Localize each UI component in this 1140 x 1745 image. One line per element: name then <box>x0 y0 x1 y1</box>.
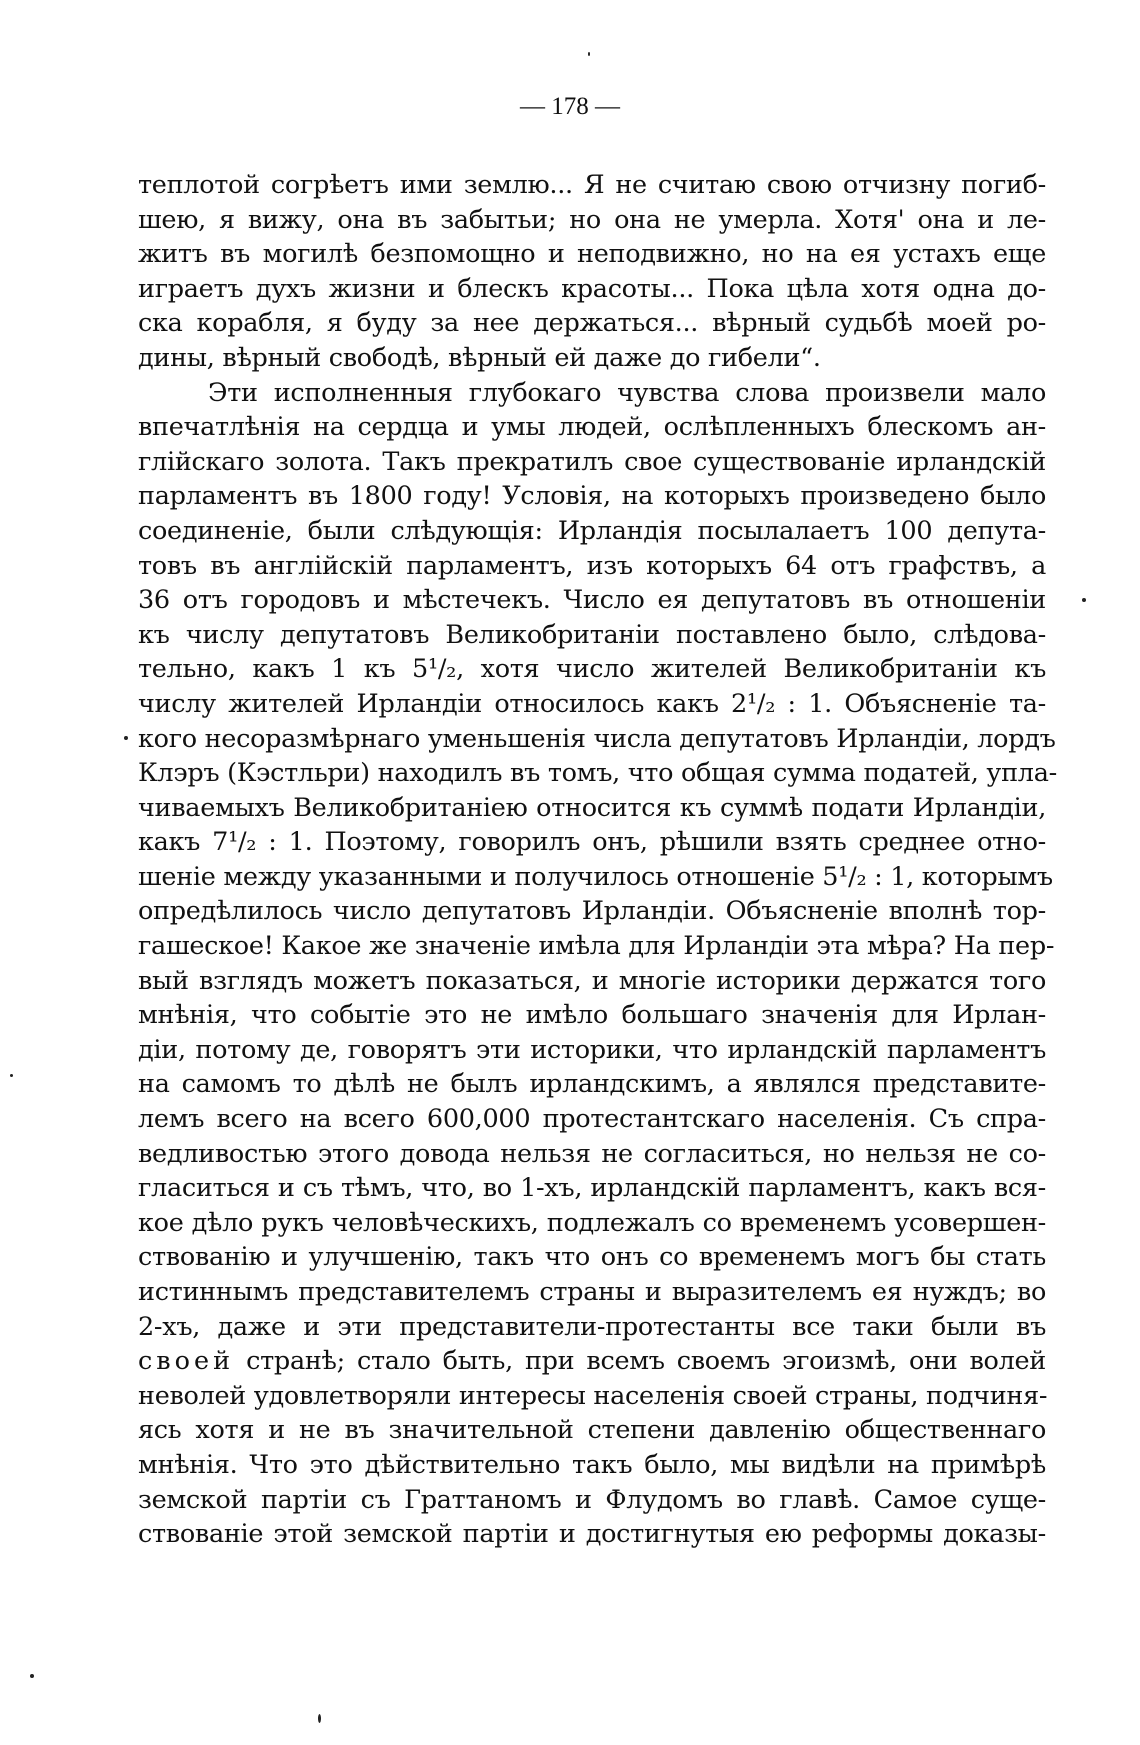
text-line: мнѣнія. Что это дѣйствительно такъ было, мы видѣли на примѣрѣ <box>138 1449 1046 1480</box>
text-line: истиннымъ представителемъ страны и выразителемъ ея нуждъ; во <box>138 1277 1046 1307</box>
text-line: на самомъ то дѣлѣ не былъ ирландскимъ, а являлся представите- <box>138 1069 1046 1100</box>
text-line: опредѣлилось число депутатовъ Ирландіи. Объясненіе вполнѣ тор- <box>138 896 1046 927</box>
text-line: лемъ всего на всего 600,000 протестантскаго населенія. Съ спра- <box>138 1104 1046 1135</box>
text-line: впечатлѣнія на сердца и умы людей, ослѣпленныхъ блескомъ ан- <box>138 412 1046 443</box>
text-line: Клэръ (Кэстльри) находилъ въ томъ, что общая сумма податей, упла- <box>138 758 1057 789</box>
scan-speck <box>588 52 590 56</box>
text-line: вый взглядъ можетъ показаться, и многіе историки держатся того <box>138 965 1046 996</box>
text-line: какъ 7¹/₂ : 1. Поэтому, говорилъ онъ, рѣшили взять среднее отно- <box>138 827 1046 858</box>
text-line: парламентъ въ 1800 году! Условія, на которыхъ произведено было <box>138 481 1046 512</box>
text-line: ствованію и улучшенію, такъ что онъ со временемъ могъ бы стать <box>138 1242 1046 1273</box>
text-line: гашеское! Какое же значеніе имѣла для Ирландіи эта мѣра? На пер- <box>138 931 1055 962</box>
text-line: 36 отъ городовъ и мѣстечекъ. Число ея депутатовъ въ отношеніи <box>138 585 1046 616</box>
text-line: товъ въ англійскій парламентъ, изъ которыхъ 64 отъ графствъ, а <box>138 550 1046 581</box>
text-line: играетъ духъ жизни и блескъ красоты... Пока цѣла хотя одна до- <box>138 273 1046 304</box>
text-line: земской партіи съ Граттаномъ и Флудомъ во главѣ. Самое суще- <box>138 1484 1046 1515</box>
text-line: шею, я вижу, она въ забытьи; но она не умерла. Хотя' она и ле- <box>138 204 1046 235</box>
text-line: мнѣнія, что событіе это не имѣло большаго значенія для Ирлан- <box>138 1000 1046 1031</box>
text-line: 2-хъ, даже и эти представители-протестанты все таки были въ <box>138 1311 1046 1342</box>
body-text <box>138 168 1057 1552</box>
text-line: шеніе между указанными и получилось отношеніе 5¹/₂ : 1, которымъ <box>138 861 1053 892</box>
text-line: гласиться и съ тѣмъ, что, во 1-хъ, ирландскій парламентъ, какъ вся- <box>138 1173 1046 1204</box>
scan-speck <box>124 736 128 740</box>
spaced-emphasis-word: своей <box>138 1346 235 1377</box>
text-line: къ числу депутатовъ Великобританіи поставлено было, слѣдова- <box>138 619 1046 650</box>
text-line: ведливостью этого довода нельзя не согласиться, но нельзя не со- <box>138 1138 1046 1169</box>
text-line-spaced-emphasis: своей странѣ; стало быть, при всемъ своемъ эгоизмѣ, они волей <box>138 1346 1046 1377</box>
text-line: теплотой согрѣетъ ими землю... Я не считаю свою отчизну погиб- <box>138 170 1046 200</box>
text-line: тельно, какъ 1 къ 5¹/₂, хотя число жителей Великобританіи къ <box>138 654 1046 685</box>
page-number: — 178 — <box>520 93 620 120</box>
text-line: ствованіе этой земской партіи и достигнутыя ею реформы доказы- <box>138 1519 1046 1550</box>
text-line: житъ въ могилѣ безпомощно и неподвижно, но на ея устахъ еще <box>138 239 1046 270</box>
text-line: соединеніе, были слѣдующія: Ирландія посылалаетъ 100 депута- <box>138 515 1046 546</box>
scan-speck <box>318 1714 321 1723</box>
text-line: дины, вѣрный свободѣ, вѣрный ей даже до гибели“. <box>138 342 821 373</box>
scan-speck <box>30 1674 34 1678</box>
scan-speck <box>10 1074 13 1077</box>
text-line: ска корабля, я буду за нее держаться... вѣрный судьбѣ моей ро- <box>138 308 1046 339</box>
paragraph-start-line: Эти исполненныя глубокаго чувства слова произвели мало <box>208 377 1046 408</box>
text-line: кого несоразмѣрнаго уменьшенія числа депутатовъ Ирландіи, лордъ <box>138 723 1056 754</box>
text-line: діи, потому де, говорятъ эти историки, что ирландскій парламентъ <box>138 1034 1046 1065</box>
text-line: чиваемыхъ Великобританіею относится къ суммѣ подати Ирландіи, <box>138 792 1046 823</box>
text-line: ясь хотя и не въ значительной степени давленію общественнаго <box>138 1415 1046 1446</box>
text-line: числу жителей Ирландіи относилось какъ 2¹/₂ : 1. Объясненіе та- <box>138 688 1046 719</box>
text-line: кое дѣло рукъ человѣческихъ, подлежалъ со временемъ усовершен- <box>138 1207 1046 1238</box>
text-line: глійскаго золота. Такъ прекратилъ свое существованіе ирландскій <box>138 446 1046 477</box>
text-line: неволей удовлетворяли интересы населенія своей страны, подчиня- <box>138 1380 1048 1411</box>
scan-speck <box>1082 598 1086 602</box>
